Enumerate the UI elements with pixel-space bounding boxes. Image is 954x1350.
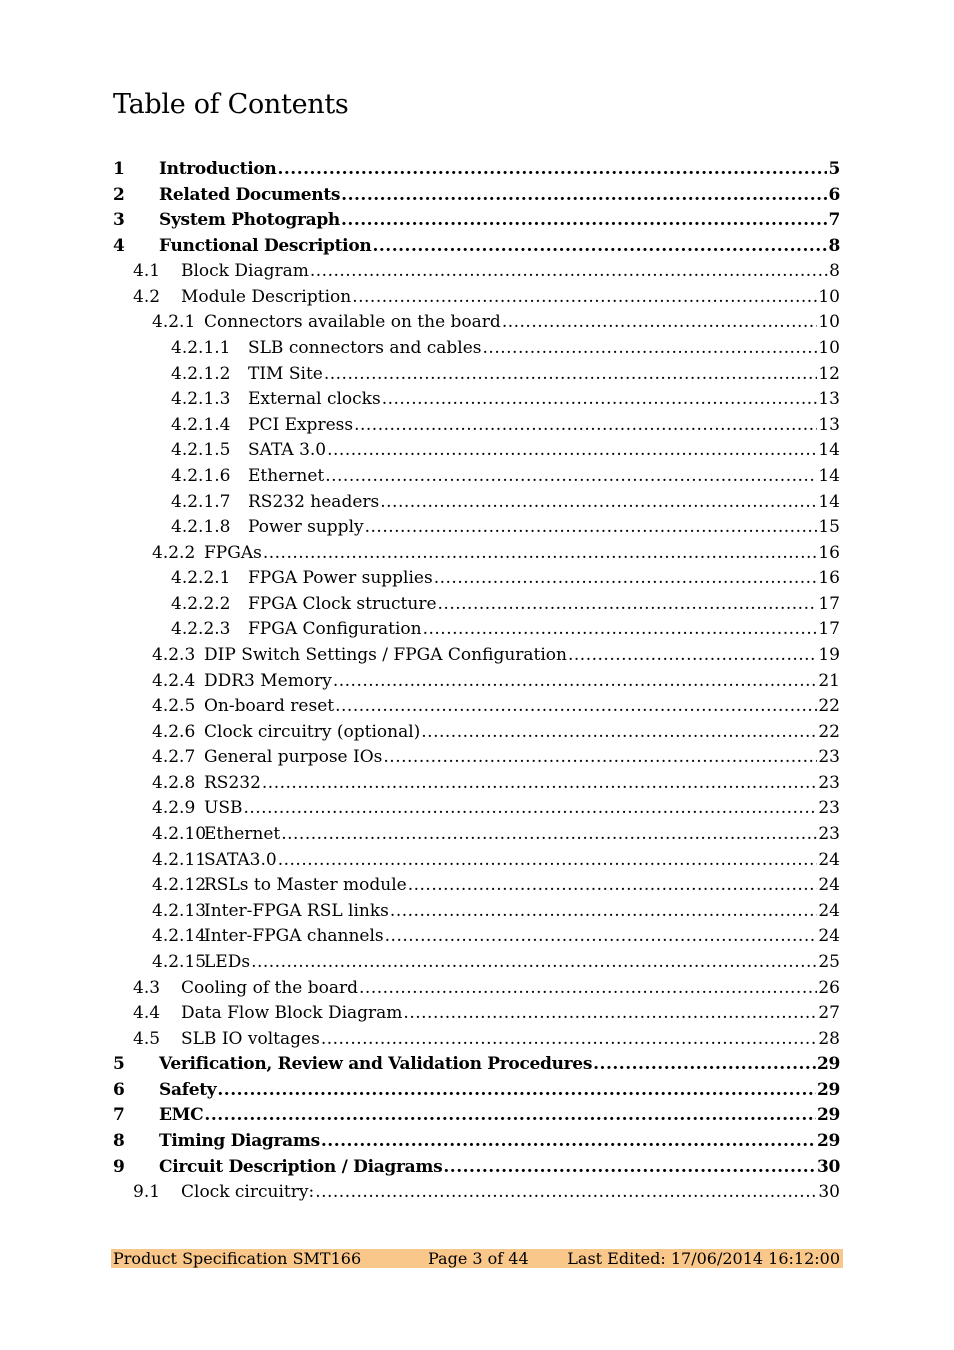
toc-entry-page: 26 xyxy=(818,977,840,998)
toc-entry[interactable] xyxy=(113,645,840,671)
toc-entry-number: 9.1 xyxy=(133,1182,161,1203)
toc-entry-number: 4.1 xyxy=(133,261,161,282)
toc-dot-leader xyxy=(278,850,818,870)
toc-entry-title: SLB IO voltages xyxy=(181,1028,320,1049)
toc-entry[interactable] xyxy=(113,619,840,645)
toc-dot-leader xyxy=(251,952,817,972)
toc-entry[interactable] xyxy=(113,466,840,492)
toc-entry-title: On-board reset xyxy=(204,696,335,717)
toc-entry-page: 24 xyxy=(818,849,840,870)
toc-entry-page: 22 xyxy=(818,696,840,717)
table-of-contents xyxy=(113,159,840,1208)
toc-entry-page: 10 xyxy=(818,338,840,359)
toc-entry-title: Ethernet xyxy=(248,465,325,486)
toc-entry[interactable] xyxy=(113,364,840,390)
toc-entry[interactable] xyxy=(113,568,840,594)
toc-entry-number: 4.2.1.6 xyxy=(171,465,231,486)
toc-entry[interactable] xyxy=(113,415,840,441)
toc-entry-page: 21 xyxy=(818,670,840,691)
toc-entry-number: 4.2.3 xyxy=(152,644,196,665)
toc-entry-number: 4.2.10 xyxy=(152,824,207,845)
toc-entry-page: 12 xyxy=(818,363,840,384)
toc-entry[interactable] xyxy=(113,1003,840,1029)
toc-entry[interactable] xyxy=(113,773,840,799)
toc-entry-page: 29 xyxy=(816,1105,840,1126)
toc-entry-title: EMC xyxy=(159,1105,204,1126)
toc-entry-number: 4.2.14 xyxy=(152,926,207,947)
toc-dot-leader xyxy=(372,236,827,256)
toc-entry-title: SATA 3.0 xyxy=(248,440,327,461)
toc-entry-page: 16 xyxy=(818,568,840,589)
toc-entry-page: 24 xyxy=(818,900,840,921)
toc-dot-leader xyxy=(382,389,818,409)
toc-entry-page: 8 xyxy=(828,235,840,256)
toc-entry-title: SLB connectors and cables xyxy=(248,338,482,359)
toc-entry[interactable] xyxy=(113,722,840,748)
toc-entry[interactable] xyxy=(113,312,840,338)
toc-entry-number: 4.2.8 xyxy=(152,772,196,793)
toc-entry-title: TIM Site xyxy=(248,363,323,384)
toc-entry-title: Circuit Description / Diagrams xyxy=(159,1156,443,1177)
toc-entry-page: 5 xyxy=(828,159,840,179)
toc-entry-number: 4.3 xyxy=(133,977,161,998)
toc-entry[interactable] xyxy=(113,696,840,722)
toc-entry-title: Cooling of the board xyxy=(181,977,359,998)
toc-dot-leader xyxy=(325,466,817,486)
toc-dot-leader xyxy=(341,185,827,205)
toc-entry[interactable] xyxy=(113,978,840,1004)
toc-entry-title: Connectors available on the board xyxy=(204,312,501,333)
toc-dot-leader xyxy=(277,159,827,179)
footer-document-name: Product Specification SMT166 xyxy=(113,1249,362,1268)
toc-dot-leader xyxy=(327,440,817,460)
toc-entry-page: 8 xyxy=(829,261,840,282)
toc-entry-page: 14 xyxy=(818,465,840,486)
toc-entry-title: RSLs to Master module xyxy=(204,875,407,896)
toc-entry-title: SATA3.0 xyxy=(204,849,277,870)
toc-dot-leader xyxy=(502,312,818,332)
toc-entry-title: Block Diagram xyxy=(181,261,309,282)
toc-dot-leader xyxy=(438,594,818,614)
toc-entry[interactable] xyxy=(113,952,840,978)
toc-entry[interactable] xyxy=(113,901,840,927)
toc-entry-page: 29 xyxy=(816,1054,840,1075)
toc-entry[interactable] xyxy=(113,261,840,287)
toc-dot-leader xyxy=(321,1131,816,1151)
toc-entry[interactable] xyxy=(113,1080,840,1106)
toc-entry-number: 4.2.7 xyxy=(152,747,196,768)
toc-entry-number: 4.2.2.1 xyxy=(171,568,231,589)
toc-dot-leader xyxy=(380,492,817,512)
toc-dot-leader xyxy=(310,261,828,281)
toc-entry-number: 4.2.2.2 xyxy=(171,593,231,614)
toc-entry-number: 4.2.9 xyxy=(152,798,196,819)
toc-dot-leader xyxy=(390,901,817,921)
toc-entry-number: 9 xyxy=(113,1156,125,1177)
toc-entry-number: 2 xyxy=(113,184,125,205)
toc-entry-title: Module Description xyxy=(181,286,352,307)
toc-entry-page: 24 xyxy=(818,875,840,896)
toc-entry-title: Clock circuitry (optional) xyxy=(204,721,421,742)
toc-entry-number: 4.2.1.3 xyxy=(171,389,231,410)
toc-entry-page: 13 xyxy=(818,389,840,410)
toc-dot-leader xyxy=(423,619,818,639)
toc-entry[interactable] xyxy=(113,1105,840,1131)
toc-entry[interactable] xyxy=(113,926,840,952)
toc-entry-title: USB xyxy=(204,798,243,819)
toc-entry[interactable] xyxy=(113,185,840,211)
toc-entry-number: 4.2.12 xyxy=(152,875,207,896)
toc-entry[interactable] xyxy=(113,747,840,773)
toc-dot-leader xyxy=(262,773,817,793)
toc-dot-leader xyxy=(263,543,818,563)
toc-entry-page: 27 xyxy=(818,1003,840,1024)
toc-dot-leader xyxy=(281,824,817,844)
toc-dot-leader xyxy=(383,747,817,767)
toc-entry-page: 24 xyxy=(818,926,840,947)
toc-entry-page: 15 xyxy=(818,517,840,538)
toc-entry-page: 23 xyxy=(818,798,840,819)
toc-entry-number: 4.2.1 xyxy=(152,312,196,333)
toc-entry[interactable] xyxy=(113,287,840,313)
toc-dot-leader xyxy=(408,875,818,895)
toc-entry-title: FPGA Clock structure xyxy=(248,593,437,614)
toc-entry-title: FPGAs xyxy=(204,542,262,563)
toc-entry-page: 10 xyxy=(818,312,840,333)
toc-entry-number: 4 xyxy=(113,235,125,256)
toc-entry-number: 4.2 xyxy=(133,286,161,307)
toc-entry-number: 8 xyxy=(113,1130,125,1151)
toc-entry-number: 4.2.15 xyxy=(152,951,207,972)
toc-entry-number: 1 xyxy=(113,159,125,179)
toc-entry-number: 5 xyxy=(113,1054,125,1075)
toc-dot-leader xyxy=(324,364,818,384)
toc-entry[interactable] xyxy=(113,1157,840,1183)
toc-entry-title: External clocks xyxy=(248,389,381,410)
toc-dot-leader xyxy=(593,1054,816,1074)
toc-entry-page: 10 xyxy=(818,286,840,307)
toc-entry-page: 22 xyxy=(818,721,840,742)
toc-entry-number: 7 xyxy=(113,1105,125,1126)
toc-entry-title: Inter-FPGA RSL links xyxy=(204,900,389,921)
toc-entry-number: 4.2.1.7 xyxy=(171,491,231,512)
toc-entry-page: 13 xyxy=(818,414,840,435)
toc-entry-title: Data Flow Block Diagram xyxy=(181,1003,403,1024)
toc-entry-title: RS232 headers xyxy=(248,491,380,512)
toc-dot-leader xyxy=(243,798,817,818)
toc-entry[interactable] xyxy=(113,517,840,543)
toc-entry-number: 4.2.13 xyxy=(152,900,207,921)
toc-entry[interactable] xyxy=(113,543,840,569)
toc-entry[interactable] xyxy=(113,824,840,850)
toc-entry[interactable] xyxy=(113,1054,840,1080)
toc-entry-title: Inter-FPGA channels xyxy=(204,926,384,947)
toc-dot-leader xyxy=(333,671,818,691)
toc-entry-title: RS232 xyxy=(204,772,261,793)
toc-entry-page: 29 xyxy=(816,1079,840,1100)
toc-dot-leader xyxy=(365,517,818,537)
footer-last-edited: Last Edited: 17/06/2014 16:12:00 xyxy=(567,1249,840,1268)
toc-entry-number: 4.2.4 xyxy=(152,670,196,691)
toc-entry-page: 30 xyxy=(818,1182,840,1203)
toc-entry-page: 29 xyxy=(816,1130,840,1151)
toc-entry-title: Ethernet xyxy=(204,824,281,845)
toc-dot-leader xyxy=(341,210,827,230)
toc-entry-page: 23 xyxy=(818,824,840,845)
toc-dot-leader xyxy=(434,568,818,588)
toc-entry[interactable] xyxy=(113,1131,840,1157)
toc-entry[interactable] xyxy=(113,389,840,415)
toc-dot-leader xyxy=(354,415,817,435)
toc-entry-page: 23 xyxy=(818,747,840,768)
toc-entry[interactable] xyxy=(113,1182,840,1208)
toc-entry-title: Related Documents xyxy=(159,184,341,205)
toc-dot-leader xyxy=(568,645,817,665)
toc-entry-page: 28 xyxy=(818,1028,840,1049)
toc-entry-title: FPGA Power supplies xyxy=(248,568,433,589)
toc-entry[interactable] xyxy=(113,440,840,466)
toc-entry[interactable] xyxy=(113,850,840,876)
toc-entry-title: FPGA Configuration xyxy=(248,619,422,640)
toc-entry-title: Clock circuitry: xyxy=(181,1182,315,1203)
toc-entry-number: 4.4 xyxy=(133,1003,161,1024)
toc-entry-number: 4.2.11 xyxy=(152,849,207,870)
toc-entry-title: DIP Switch Settings / FPGA Configuration xyxy=(204,644,567,665)
toc-entry-number: 3 xyxy=(113,210,125,231)
toc-entry-title: Verification, Review and Validation Procedures xyxy=(159,1054,593,1075)
toc-entry-title: Introduction xyxy=(159,159,277,179)
toc-dot-leader xyxy=(483,338,818,358)
toc-entry-number: 4.2.6 xyxy=(152,721,196,742)
toc-entry-page: 23 xyxy=(818,772,840,793)
page-footer xyxy=(111,1249,843,1268)
toc-entry[interactable] xyxy=(113,798,840,824)
toc-dot-leader xyxy=(443,1157,816,1177)
toc-entry[interactable] xyxy=(113,338,840,364)
toc-entry-page: 19 xyxy=(818,644,840,665)
toc-entry-page: 16 xyxy=(818,542,840,563)
toc-entry-title: PCI Express xyxy=(248,414,354,435)
page-title: Table of Contents xyxy=(113,89,349,120)
toc-dot-leader xyxy=(385,926,818,946)
toc-entry-number: 4.2.2.3 xyxy=(171,619,231,640)
toc-entry-page: 17 xyxy=(818,619,840,640)
toc-entry[interactable] xyxy=(113,159,840,185)
toc-entry-number: 4.2.1.1 xyxy=(171,338,231,359)
toc-entry-title: Power supply xyxy=(248,517,364,538)
toc-entry-title: Safety xyxy=(159,1079,217,1100)
toc-entry-number: 4.2.1.2 xyxy=(171,363,231,384)
toc-entry-title: General purpose IOs xyxy=(204,747,383,768)
toc-entry-page: 17 xyxy=(818,593,840,614)
toc-entry-page: 14 xyxy=(818,440,840,461)
toc-dot-leader xyxy=(315,1182,817,1202)
toc-entry[interactable] xyxy=(113,1029,840,1055)
toc-entry-page: 6 xyxy=(828,184,840,205)
toc-entry-page: 7 xyxy=(828,210,840,231)
toc-entry-number: 4.2.1.8 xyxy=(171,517,231,538)
toc-entry-number: 4.2.5 xyxy=(152,696,196,717)
toc-dot-leader xyxy=(321,1029,818,1049)
toc-entry[interactable] xyxy=(113,492,840,518)
footer-page-number: Page 3 of 44 xyxy=(428,1249,529,1268)
toc-dot-leader xyxy=(421,722,817,742)
toc-entry[interactable] xyxy=(113,594,840,620)
toc-entry-number: 4.2.1.4 xyxy=(171,414,231,435)
toc-entry[interactable] xyxy=(113,671,840,697)
toc-entry-title: System Photograph xyxy=(159,210,340,231)
toc-entry-page: 25 xyxy=(818,951,840,972)
toc-entry-title: Functional Description xyxy=(159,235,372,256)
toc-entry-title: LEDs xyxy=(204,951,251,972)
toc-entry[interactable] xyxy=(113,236,840,262)
toc-dot-leader xyxy=(204,1105,816,1125)
toc-dot-leader xyxy=(359,978,817,998)
toc-entry-number: 6 xyxy=(113,1079,125,1100)
toc-entry-title: DDR3 Memory xyxy=(204,670,332,691)
toc-entry-number: 4.2.1.5 xyxy=(171,440,231,461)
toc-dot-leader xyxy=(403,1003,817,1023)
toc-entry[interactable] xyxy=(113,210,840,236)
toc-entry-title: Timing Diagrams xyxy=(159,1130,320,1151)
toc-entry[interactable] xyxy=(113,875,840,901)
toc-dot-leader xyxy=(335,696,817,716)
toc-entry-page: 30 xyxy=(816,1156,840,1177)
toc-entry-number: 4.5 xyxy=(133,1028,161,1049)
toc-dot-leader xyxy=(352,287,817,307)
toc-entry-number: 4.2.2 xyxy=(152,542,196,563)
toc-dot-leader xyxy=(217,1080,816,1100)
toc-entry-page: 14 xyxy=(818,491,840,512)
